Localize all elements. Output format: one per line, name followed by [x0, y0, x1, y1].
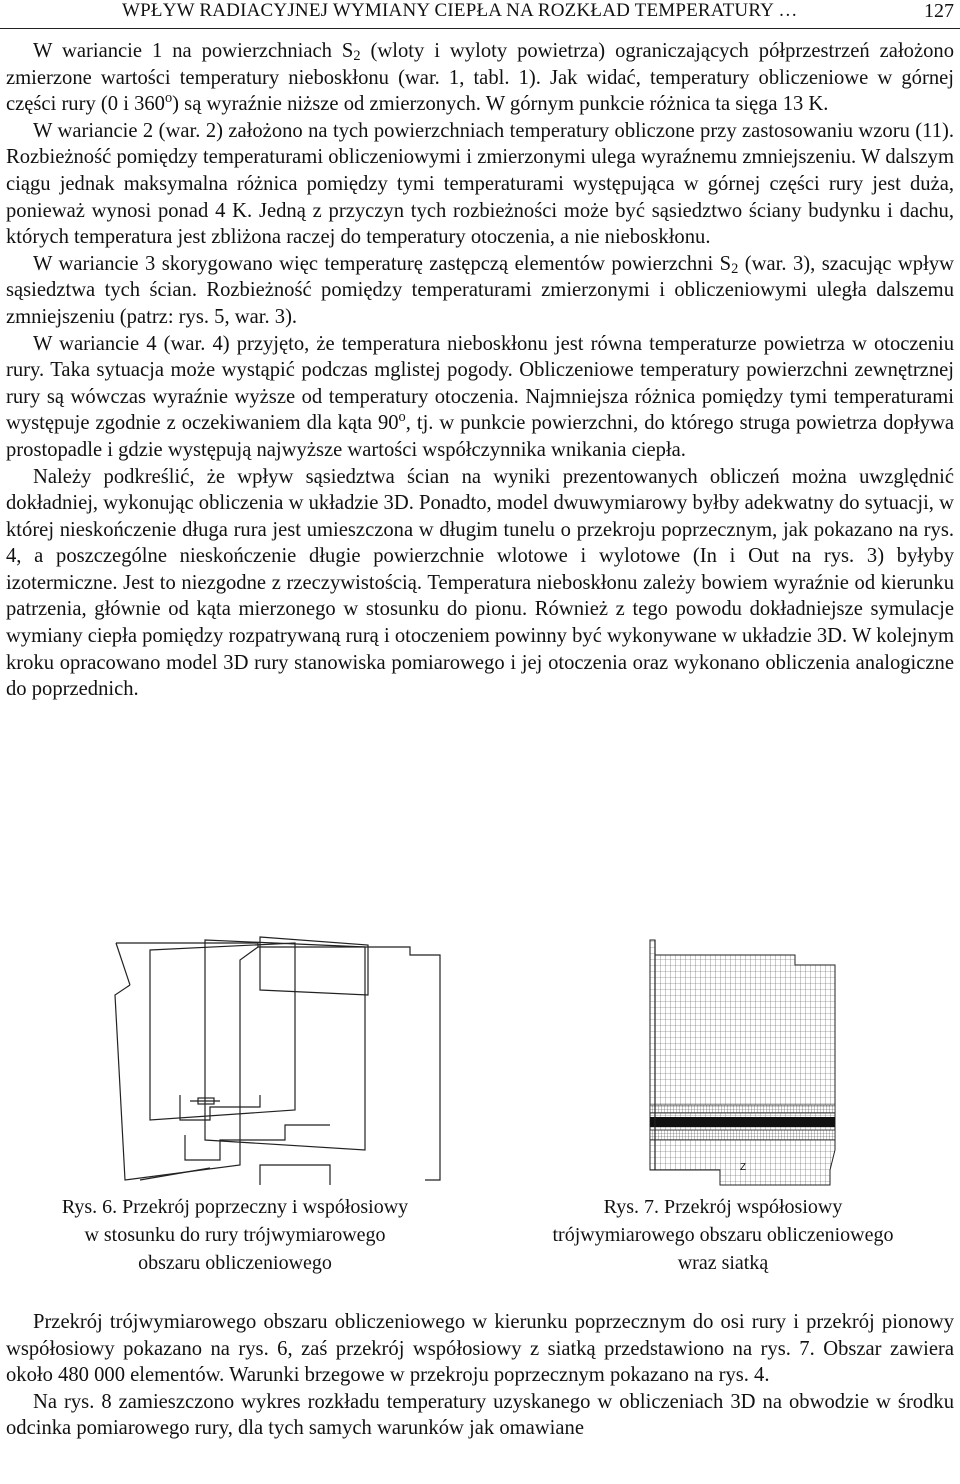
paragraph-fig8-intro: Na rys. 8 zamieszczono wykres rozkładu temperatury uzyskanego w obliczeniach 3D na obwodzie w środku odcinka pomiarowego rury, dla tych samych warunków jak omawiane [6, 1390, 954, 1440]
degree-superscript: o [398, 409, 406, 426]
right-panel [205, 940, 365, 1150]
figure-6-caption [0, 1193, 470, 1277]
paragraph-domain-description: Przekrój trójwymiarowego obszaru obliczeniowego w kierunku poprzecznym do osi rury i przekrój pionowy współosiowy pokazano na rys. 6, zaś przekrój współosiowy z siatką przedstawiono na rys. 7. Obszar zawiera około 480 000 elementów. Warunki brzegowe w przekroju poprzecznym pokazano na rys. 4. [6, 1311, 954, 1387]
caption-line: w stosunku do rury trójwymiarowego [84, 1224, 386, 1246]
caption-line: obszaru obliczeniowego [138, 1252, 332, 1274]
edge-line [116, 943, 130, 985]
outer-left-panel [115, 947, 258, 1180]
caption-line: trójwymiarowego obszaru obliczeniowego [552, 1224, 894, 1246]
bottom-text [6, 1309, 954, 1442]
subscript: 2 [353, 47, 361, 64]
figure-6-wireframe [110, 935, 445, 1190]
text-run: W wariancie 1 na powierzchniach S [33, 40, 354, 62]
paragraph-variant-2: W wariancie 2 (war. 2) założono na tych powierzchniach temperatury obliczone przy zastosowaniu wzoru (11). Rozbieżność pomiędzy temperaturami obliczeniowymi i zmierzonymi ulega wyraźnemu zmniejszeniu. W dalszym ciągu jednak maksymalna różnica pomiędzy tymi temperaturami występująca w górnej części rury jest duża, ponieważ wynosi ponad 4 K. Jedną z przyczyn tych rozbieżności może być sąsiedztwo ściany budynku i dachu, których temperatura jest zbliżona raczej do temperatury otoczenia, a nie nieboskłonu. [6, 119, 954, 249]
z-axis-label: Z [740, 1162, 747, 1173]
text-run: W wariancie 4 (war. 4) przyjęto, że temperatura nieboskłonu jest równa temperaturze powietrza w otoczeniu rury. Taka sytuacja może wystąpić podczas mglistej pogody. Obliczeniowe temperatury powierzchni zewnętrznej rury są wówczas wyraźnie wyższe od temperatury otoczenia. Najmniejsza różnica pomiędzy tymi temperaturami występuje zgodnie z oczekiwaniem dla kąta 90 [6, 332, 954, 435]
pipe-wall-band [650, 1117, 835, 1127]
paragraph-variant-3 [6, 251, 954, 331]
figure-6-drawing [110, 935, 445, 1190]
figure-7-drawing [580, 935, 880, 1190]
text-run: (wloty i wyloty powietrza) ograniczających półprzestrzeń założono zmierzone wartości temperatury nieboskłonu (war. 1, tabl. 1). Jak widać, temperatury obliczeniowe w górnej części rury (0 i 360 [6, 40, 954, 116]
subscript: 2 [731, 260, 739, 277]
degree-superscript: o [164, 90, 173, 107]
text-run: , tj. w punkcie powierzchni, do którego struga powietrza dopływa prostopadle i gdzie występują najwyższe wartości współczynnika wnikania ciepła. [6, 412, 955, 461]
caption-line: wraz siatką [677, 1252, 769, 1274]
paragraph-variant-4 [6, 331, 954, 464]
step-outline-1 [180, 1095, 260, 1120]
step-outline-2 [185, 1125, 330, 1160]
running-header [0, 0, 960, 29]
text-run: W wariancie 3 skorygowano więc temperaturę zastępczą elementów powierzchni S [33, 252, 732, 275]
text-run: (war. 3), szacując wpływ sąsiedztwa tych ścian. Rozbieżność pomiędzy temperaturami zmierzonymi i obliczeniowymi uległa dalszemu zmniejszeniu (patrz: rys. 5, war. 3). [6, 252, 954, 328]
figure-7-caption [488, 1193, 958, 1277]
caption-line: Rys. 7. Przekrój współosiowy [603, 1196, 843, 1218]
base-line [140, 1168, 210, 1180]
mesh-refined-band [650, 1130, 835, 1140]
caption-line: Rys. 6. Przekrój poprzeczny i współosiowy [61, 1196, 409, 1218]
body-text [6, 38, 954, 703]
figure-7-mesh [580, 935, 880, 1190]
text-run: ) są wyraźnie niższe od zmierzonych. W górnym punkcie różnica ta sięga 13 K. [172, 93, 829, 116]
left-panel [150, 943, 295, 1120]
step-outline-3 [260, 1165, 330, 1185]
top-panel [260, 937, 368, 995]
paragraph-variant-1 [6, 38, 954, 118]
paragraph-3d-discussion: Należy podkreślić, że wpływ sąsiedztwa ścian na wyniki prezentowanych obliczeń można uwzględnić dokładniej, wykonując obliczenia w układzie 3D. Ponadto, model dwuwymiarowy byłby adekwatny do sytuacji, w której nieskończenie długa rura jest umieszczona w długim tunelu o przekroju poprzecznym, jak pokazano na rys. 4, a poszczególne nieskończenie długie powierzchnie wlotowe i wylotowe (In i Out na rys. 3) byłyby izotermiczne. Jest to niezgodne z rzeczywistością. Temperatura nieboskłonu zależy bowiem wyraźnie od kierunku patrzenia, głównie od kąta mierzonego w stosunku do pionu. Również z tego powodu dokładniejsze symulacje wymiany ciepła pomiędzy rozpatrywaną rurą i otoczeniem powinny być wykonywane w układzie 3D. W kolejnym kroku opracowano model 3D rury stanowiska pomiarowego i jej otoczenia oraz wykonano obliczenia analogiczne do poprzednich. [6, 465, 954, 701]
page-number: 127 [924, 0, 954, 22]
mesh-region [650, 940, 835, 1185]
mesh-refined-band [650, 1105, 835, 1113]
running-title: WPŁYW RADIACYJNEJ WYMIANY CIEPŁA NA ROZKŁAD TEMPERATURY … [122, 0, 798, 21]
